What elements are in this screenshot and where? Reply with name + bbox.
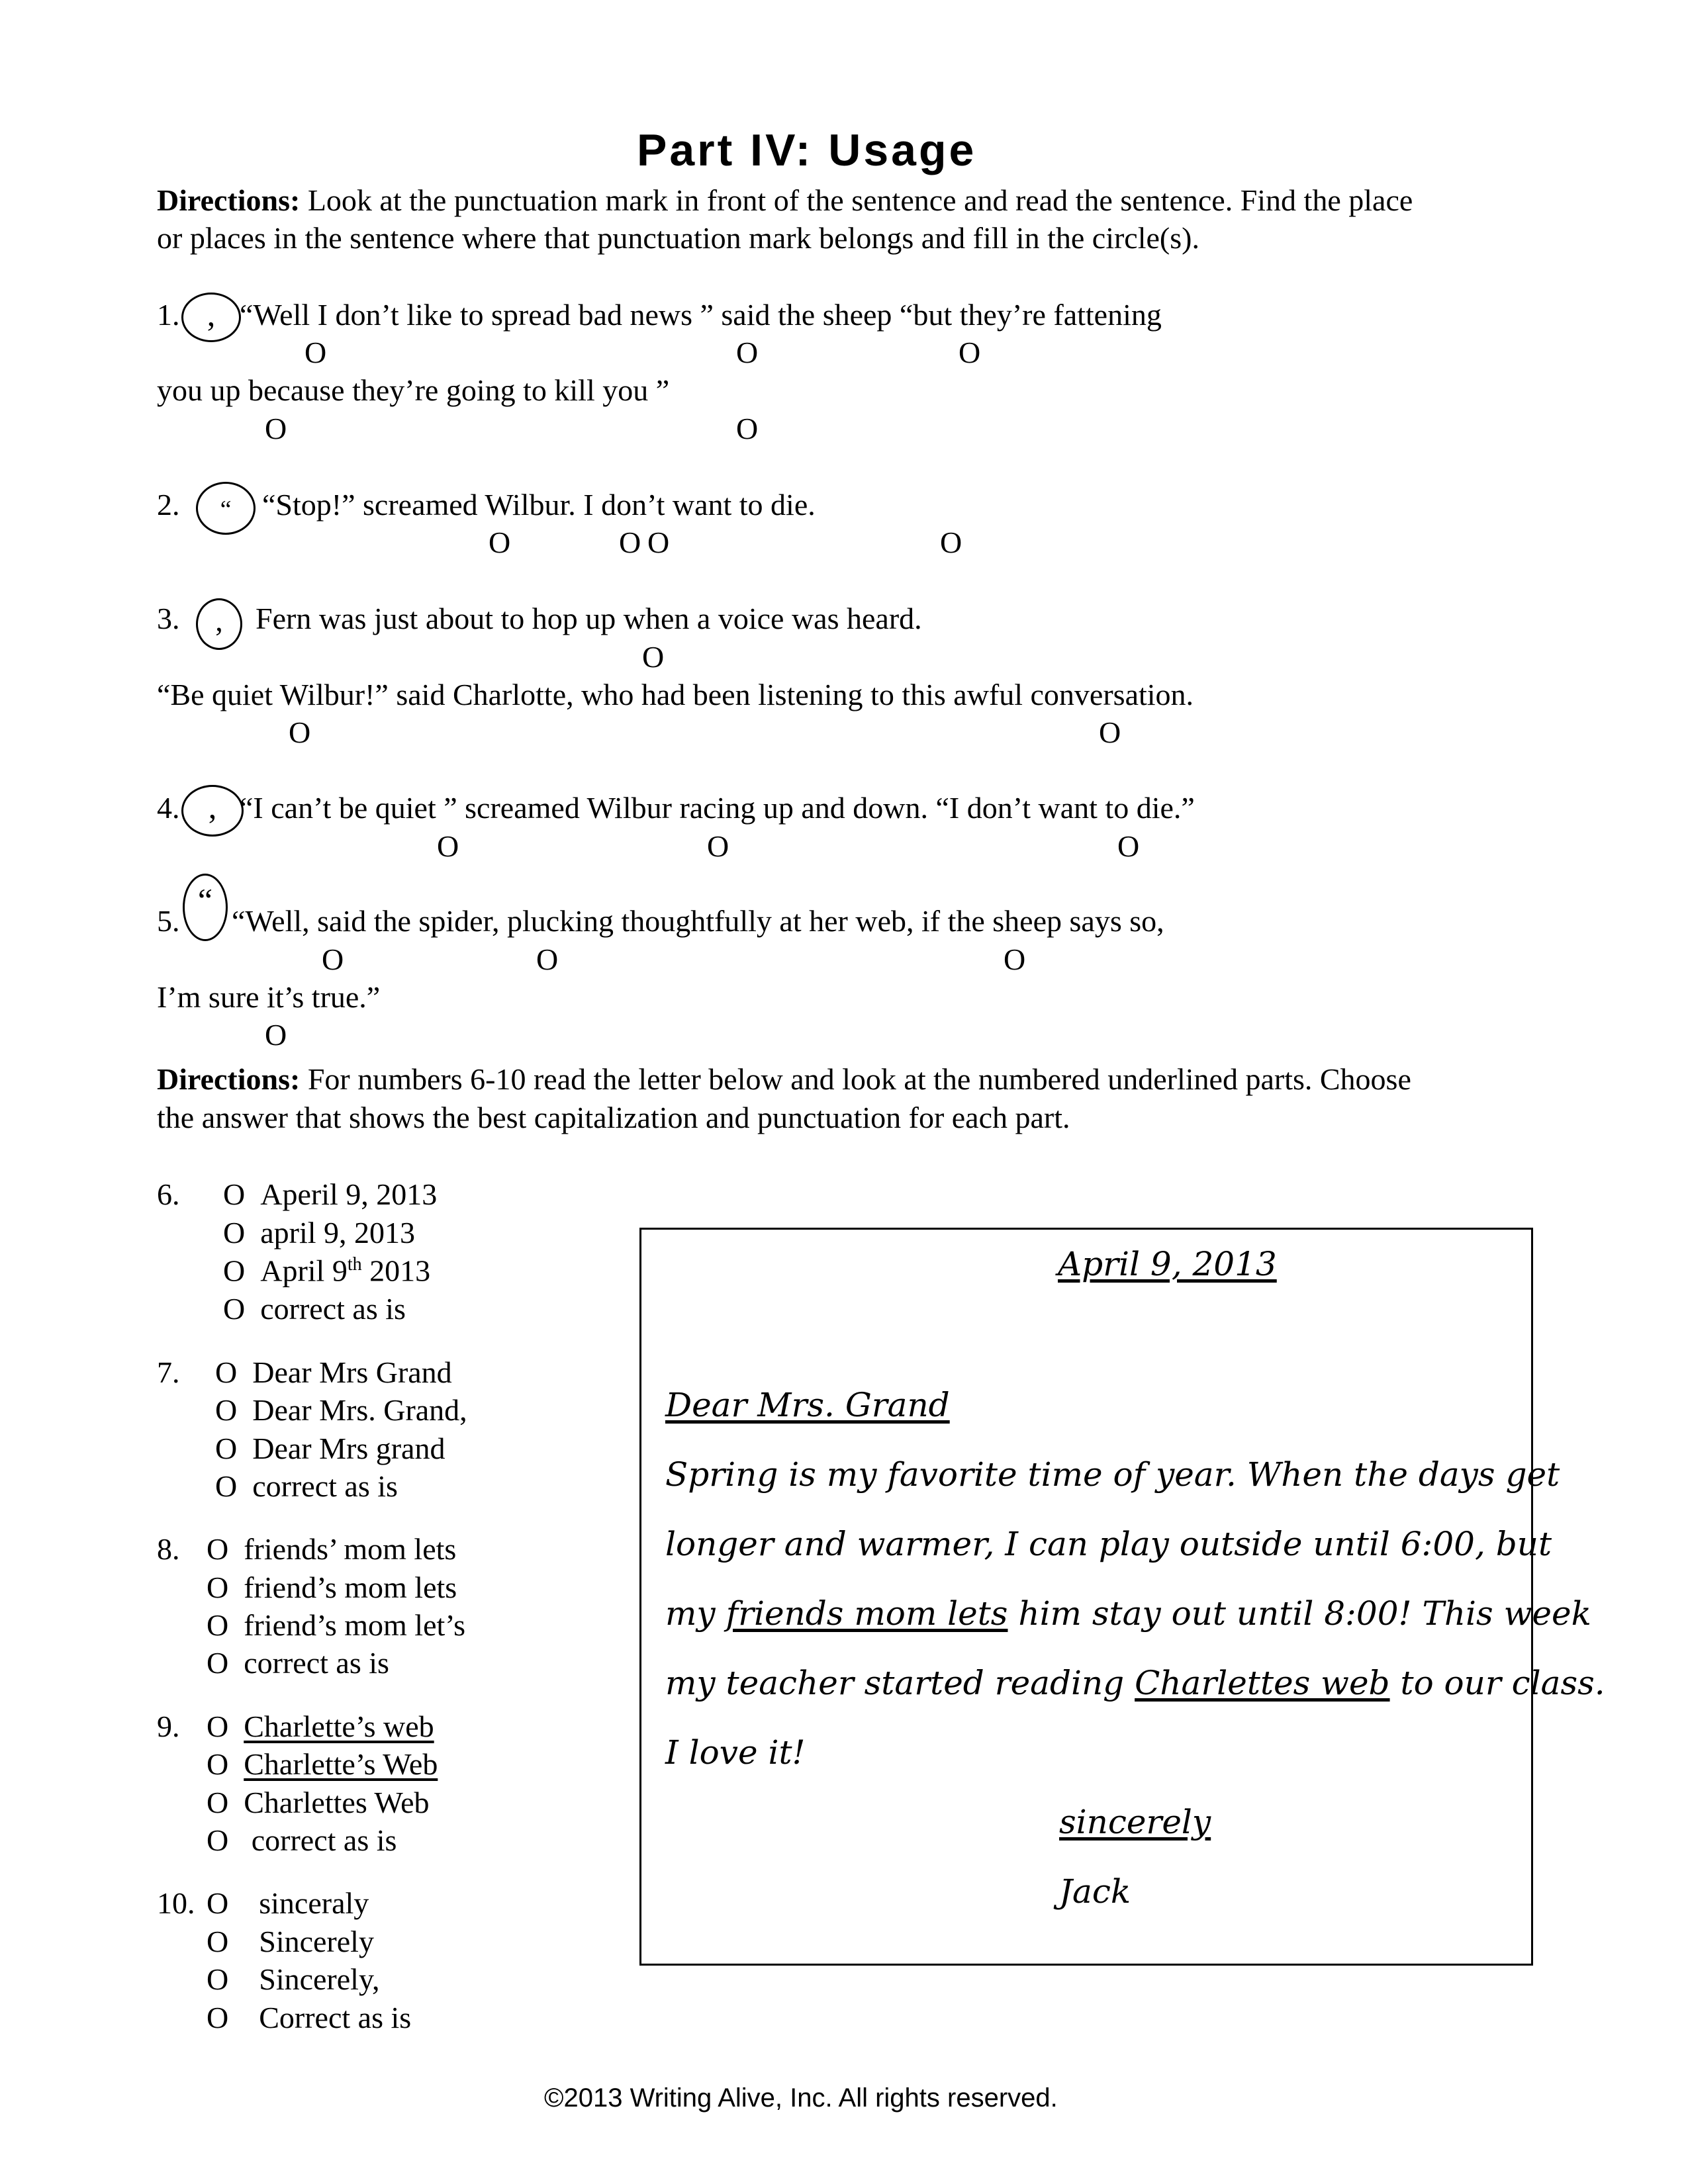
directions-block xyxy=(157,185,1413,216)
letter-line-1: Spring is my favorite time of year. When the days get xyxy=(665,1455,1560,1494)
answer-option[interactable]: O Dear Mrs. Grand, xyxy=(215,1393,467,1427)
letter-closing: sincerely xyxy=(1059,1803,1211,1841)
question-number-9: 9. xyxy=(157,1709,180,1743)
question-number-3: 3. xyxy=(157,602,180,635)
answer-bubble[interactable]: O xyxy=(1099,715,1121,749)
question-number-6: 6. xyxy=(157,1177,180,1211)
answer-bubble[interactable]: O xyxy=(536,942,559,976)
question-number-4: 4. xyxy=(157,791,180,825)
answer-option[interactable]: O correct as is xyxy=(223,1292,406,1326)
answer-option[interactable]: O Aperil 9, 2013 xyxy=(223,1177,438,1211)
letter-greeting: Dear Mrs. Grand xyxy=(665,1386,950,1424)
directions-2-text-line2: the answer that shows the best capitalization and punctuation for each part. xyxy=(157,1101,1070,1134)
letter-line-3: my friends mom lets him stay out until 8:00! This week xyxy=(665,1594,1591,1633)
answer-option[interactable]: O friends’ mom lets xyxy=(207,1532,457,1566)
letter-date: April 9, 2013 xyxy=(1058,1245,1277,1283)
answer-option[interactable]: O Dear Mrs Grand xyxy=(215,1355,452,1389)
punctuation-mark-circle-3 xyxy=(196,598,242,650)
punctuation-mark-3: , xyxy=(215,604,223,637)
answer-bubble[interactable]: O xyxy=(437,829,459,863)
question-5-line1: “Well, said the spider, plucking thoughtfully at her web, if the sheep says so, xyxy=(232,904,1164,938)
question-1-line2: you up because they’re going to kill you ” xyxy=(157,373,670,407)
answer-option[interactable]: O April 9th 2013 xyxy=(223,1253,431,1288)
answer-bubble[interactable]: O xyxy=(1117,829,1140,863)
punctuation-mark-circle-1 xyxy=(181,293,241,342)
answer-bubble[interactable]: O xyxy=(265,412,287,445)
letter-line-2: longer and warmer, I can play outside until 6:00, but xyxy=(665,1525,1552,1563)
punctuation-mark-4: , xyxy=(208,788,217,825)
answer-option[interactable]: O Charlette’s Web xyxy=(207,1747,438,1781)
answer-option[interactable]: O correct as is xyxy=(215,1469,398,1503)
answer-option[interactable]: O Sincerely, xyxy=(207,1962,380,1996)
letter-underlined-part-8: friends mom lets xyxy=(726,1594,1008,1633)
question-number-1: 1. xyxy=(157,298,180,332)
answer-bubble[interactable]: O xyxy=(959,336,981,369)
answer-bubble[interactable]: O xyxy=(736,412,759,445)
question-number-2: 2. xyxy=(157,488,180,522)
punctuation-mark-circle-4 xyxy=(181,785,244,837)
question-1-line1: “Well I don’t like to spread bad news ” said the sheep “but they’re fattening xyxy=(240,298,1162,332)
answer-bubble[interactable]: O xyxy=(647,525,670,559)
answer-bubble[interactable]: O xyxy=(642,640,665,674)
question-number-5: 5. xyxy=(157,904,180,938)
question-number-8: 8. xyxy=(157,1532,180,1566)
letter-signature: Jack xyxy=(1059,1872,1131,1911)
answer-option[interactable]: O friend’s mom let’s xyxy=(207,1608,465,1642)
answer-option[interactable]: O friend’s mom lets xyxy=(207,1570,457,1604)
punctuation-mark-2: “ xyxy=(220,496,232,523)
question-4-line1: “I can’t be quiet ” screamed Wilbur racing up and down. “I don’t want to die.” xyxy=(240,791,1195,825)
answer-bubble[interactable]: O xyxy=(265,1018,287,1052)
question-3-line2: “Be quiet Wilbur!” said Charlotte, who had been listening to this awful conversation. xyxy=(157,678,1194,711)
question-number-10: 10. xyxy=(157,1886,195,1920)
question-5-line2: I’m sure it’s true.” xyxy=(157,980,381,1014)
answer-bubble[interactable]: O xyxy=(736,336,759,369)
answer-bubble[interactable]: O xyxy=(619,525,641,559)
answer-bubble[interactable]: O xyxy=(489,525,511,559)
answer-bubble[interactable]: O xyxy=(707,829,729,863)
answer-option[interactable]: O Dear Mrs grand xyxy=(215,1432,445,1465)
question-2-line1: “Stop!” screamed Wilbur. I don’t want to die. xyxy=(262,488,816,522)
answer-bubble[interactable]: O xyxy=(289,715,311,749)
page-title: Part IV: Usage xyxy=(637,125,977,175)
letter-line-4: my teacher started reading Charlettes web to our class. xyxy=(665,1664,1605,1702)
answer-bubble[interactable]: O xyxy=(940,525,962,559)
directions-text-line2: or places in the sentence where that punctuation mark belongs and fill in the circle(s). xyxy=(157,221,1199,255)
directions-2-text-line1: For numbers 6-10 read the letter below and look at the numbered underlined parts. Choose xyxy=(300,1062,1411,1096)
question-3-line1: Fern was just about to hop up when a voice was heard. xyxy=(256,602,922,635)
directions-label: Directions: xyxy=(157,183,301,217)
letter-underlined-part-9: Charlettes web xyxy=(1135,1664,1390,1702)
letter-line-5: I love it! xyxy=(665,1733,806,1772)
directions-block-2 xyxy=(157,1064,1411,1095)
answer-option[interactable]: O april 9, 2013 xyxy=(223,1216,416,1250)
answer-bubble[interactable]: O xyxy=(322,942,344,976)
punctuation-mark-circle-5 xyxy=(183,874,228,941)
answer-option[interactable]: O sinceraly xyxy=(207,1886,369,1920)
punctuation-mark-circle-2 xyxy=(196,482,256,535)
punctuation-mark-1: , xyxy=(207,296,216,333)
answer-option[interactable]: O correct as is xyxy=(207,1646,389,1680)
directions-text-line1: Look at the punctuation mark in front of the sentence and read the sentence. Find the place xyxy=(300,183,1413,217)
answer-option[interactable]: O Charlette’s web xyxy=(207,1709,434,1743)
question-number-7: 7. xyxy=(157,1355,180,1389)
answer-option[interactable]: O Sincerely xyxy=(207,1925,374,1958)
answer-option[interactable]: O correct as is xyxy=(207,1823,397,1857)
punctuation-mark-5: “ xyxy=(197,882,213,919)
directions-label: Directions: xyxy=(157,1062,301,1096)
answer-bubble[interactable]: O xyxy=(1004,942,1026,976)
answer-option[interactable]: O Correct as is xyxy=(207,2001,412,2034)
copyright-footer: ©2013 Writing Alive, Inc. All rights reserved. xyxy=(544,2083,1058,2113)
answer-option[interactable]: O Charlettes Web xyxy=(207,1786,430,1819)
answer-bubble[interactable]: O xyxy=(305,336,327,369)
